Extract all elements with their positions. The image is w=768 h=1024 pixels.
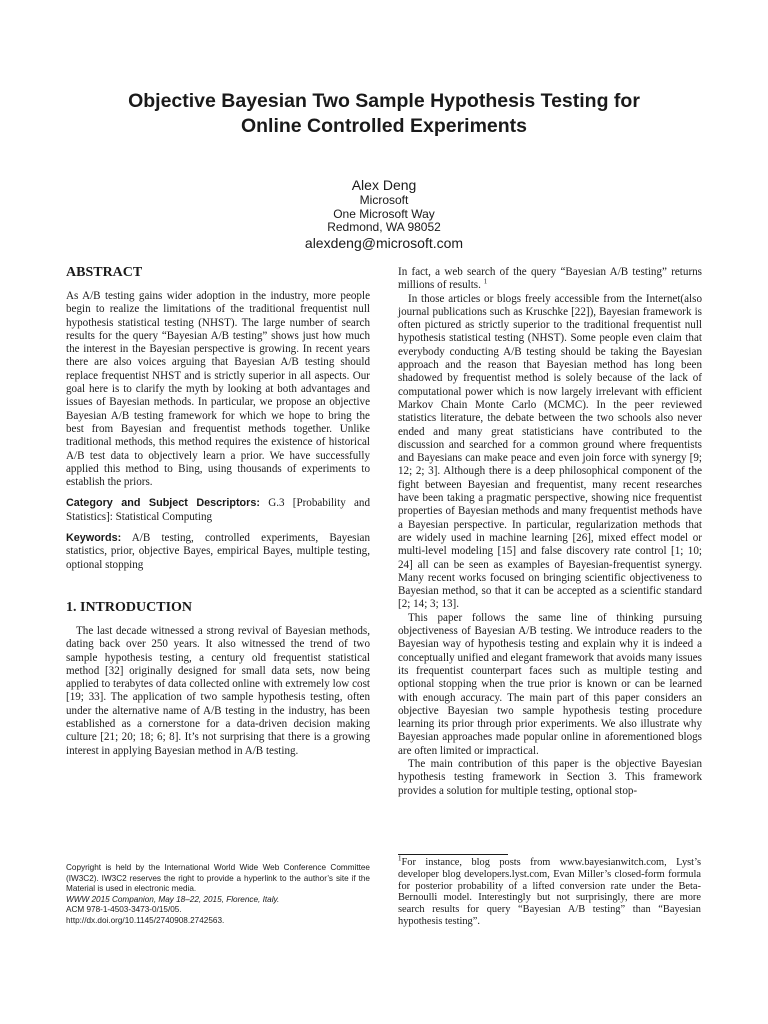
copyright-notice: [66, 863, 370, 926]
categories-text: G.3 [Probability and Statistics]: Statistical Computing: [66, 497, 370, 523]
keywords-label: Keywords:: [66, 532, 122, 545]
abstract-heading: ABSTRACT: [66, 265, 143, 280]
paper-title-line-2: Online Controlled Experiments: [240, 115, 528, 137]
introduction-paragraph-4: The main contribution of this paper is the objective Bayesian hypothesis testing framework in Section 3. This framework provides a solution for multiple testing, optional stop-: [398, 757, 702, 797]
abstract-text: As A/B testing gains wider adoption in the industry, more people begin to realize the limitations of the traditional frequentist null hypothesis statistical testing (NHST). The large number of search results for the query “Bayesian A/B testing” shows just how much the interest in the Bayesian perspective is growing. In recent years there are also voices arguing that Bayesian A/B testing should replace frequentist NHST and is strictly superior in all aspects. Our goal here is to clarify the myth by looking at both advantages and issues of Bayesian methods. In particular, we propose an objective Bayesian A/B testing framework for which we hope to bring the best from Bayesian and frequentist methods together. Unlike traditional methods, this method requires the existence of historical A/B test data to objectively learn a prior. We have successfully applied this method to Bing, using thousands of experiments to establish the priors.: [66, 290, 370, 489]
footnote: [398, 854, 701, 928]
categories-label: Category and Subject Descriptors:: [66, 497, 260, 510]
doi-link[interactable]: http://dx.doi.org/10.1145/2740908.2742563.: [66, 915, 225, 925]
author-city: Redmond, WA 98052: [327, 220, 441, 234]
paper-title: [30, 89, 738, 139]
copyright-statement: Copyright is held by the International World Wide Web Conference Committee (IW3C2). IW3C2 reserves the right to provide a hyperlink to the author’s site if the Material is used in electronic media.: [66, 863, 370, 893]
footnote-mark: 1: [398, 854, 402, 863]
conference-name: WWW 2015 Companion, May 18–22, 2015, Florence, Italy.: [66, 894, 280, 904]
introduction-paragraph-3: This paper follows the same line of thinking pursuing objectiveness of Bayesian A/B testing. We introduce readers to the Bayesian way of hypothesis testing and explain why it is indeed a conceptually unified and elegant framework that avoids many issues its frequentist counterpart faces such as multiple testing and optional stopping when the true prior is known or can be learned with enough accuracy. The main part of this paper considers an objective Bayesian two sample hypothesis testing procedure learning its prior through prior experiments. We also illustrate why Bayesian approaches made popular online in aforementioned blogs are often limited or impractical.: [398, 611, 702, 757]
categories-block: [66, 497, 370, 524]
left-column: [66, 265, 370, 758]
author-block: [184, 176, 584, 251]
author-affiliation: Microsoft: [359, 193, 409, 207]
footnote-reference-mark: 1: [483, 277, 488, 286]
footnote-rule: [398, 854, 508, 855]
conference-line: [66, 895, 370, 906]
keywords-block: [66, 532, 370, 572]
introduction-continuation: [398, 266, 702, 293]
right-column: [398, 266, 702, 798]
acm-isbn: ACM 978-1-4503-3473-0/15/05.: [66, 905, 182, 914]
introduction-paragraph-2: In those articles or blogs freely accessible from the Internet(also journal publications such as Kruschke [22]), Bayesian framework is often pictured as strictly superior to the traditional frequentist null hypothesis statistical testing (NHST). Some people even claim that everybody conducting A/B testing should be taking the Bayesian approach and the reason that Bayesian method has long been shadowed by frequentist method is solely because of the lack of computational power which is now largely irrelevant with efficient Markov Chain Monte Carlo (MCMC). In the peer reviewed statistics literature, the debate between the two schools also never ended and many great statisticians have contributed to the discussion and searched for a common ground where frequentists and Bayesians can make peace and even join force with synergy [9; 12; 2; 3]. Although there is a deep philosophical component of the fight between Bayesian and frequentist, many recent researches have been taking a pragmatic perspective, showing nice frequentist properties of Bayesian methods and many frequentist methods have a Bayesian perspective. In particular, regularization methods that are widely used in machine learning [26], mixed effect model or multi-level modeling [15] and false discovery rate control [1; 10; 24] all can be seen as examples of Bayesian-frequentist synergy. Many recent works focused on bringing scientific objectiveness to Bayesian method, so that it can be accepted as a scientific standard [2; 14; 3; 13].: [398, 292, 702, 611]
keywords-text: A/B testing, controlled experiments, Bayesian statistics, prior, objective Bayes, empirical Bayes, multiple testing, optional stopping: [66, 532, 370, 571]
author-email: alexdeng@microsoft.com: [304, 234, 464, 251]
introduction-heading: 1. INTRODUCTION: [66, 599, 193, 615]
footnote-text: For instance, blog posts from www.bayesianwitch.com, Lyst’s developer blog developers.lyst.com, Evan Miller’s closed-form formula for posterior probability of a lifted conversion rate under the Beta-Bernoulli model. Interestingly but not surprisingly, there are more search results for query “Bayesian A/B testing” than “Bayesian hypothesis testing”.: [398, 857, 701, 927]
continuation-text: In fact, a web search of the query “Bayesian A/B testing” returns millions of results.: [398, 266, 702, 292]
author-name: Alex Deng: [351, 177, 417, 193]
introduction-paragraph-1: The last decade witnessed a strong revival of Bayesian methods, dating back over 250 years. It also witnessed the trend of two sample hypothesis testing, a century old frequentist statistical method [32] originally designed for small data sets, now being applied to terabytes of data collected online with extremely low cost [19; 33]. The application of two sample hypothesis testing, often under the alternative name of A/B testing in the industry, has been established as a cornerstone for a data-driven decision making culture [21; 20; 18; 6; 8]. It’s not surprising that there is a growing interest in applying Bayesian method in A/B testing.: [66, 624, 370, 757]
author-street: One Microsoft Way: [333, 206, 435, 221]
paper-title-line-1: Objective Bayesian Two Sample Hypothesis Testing for: [128, 90, 640, 112]
